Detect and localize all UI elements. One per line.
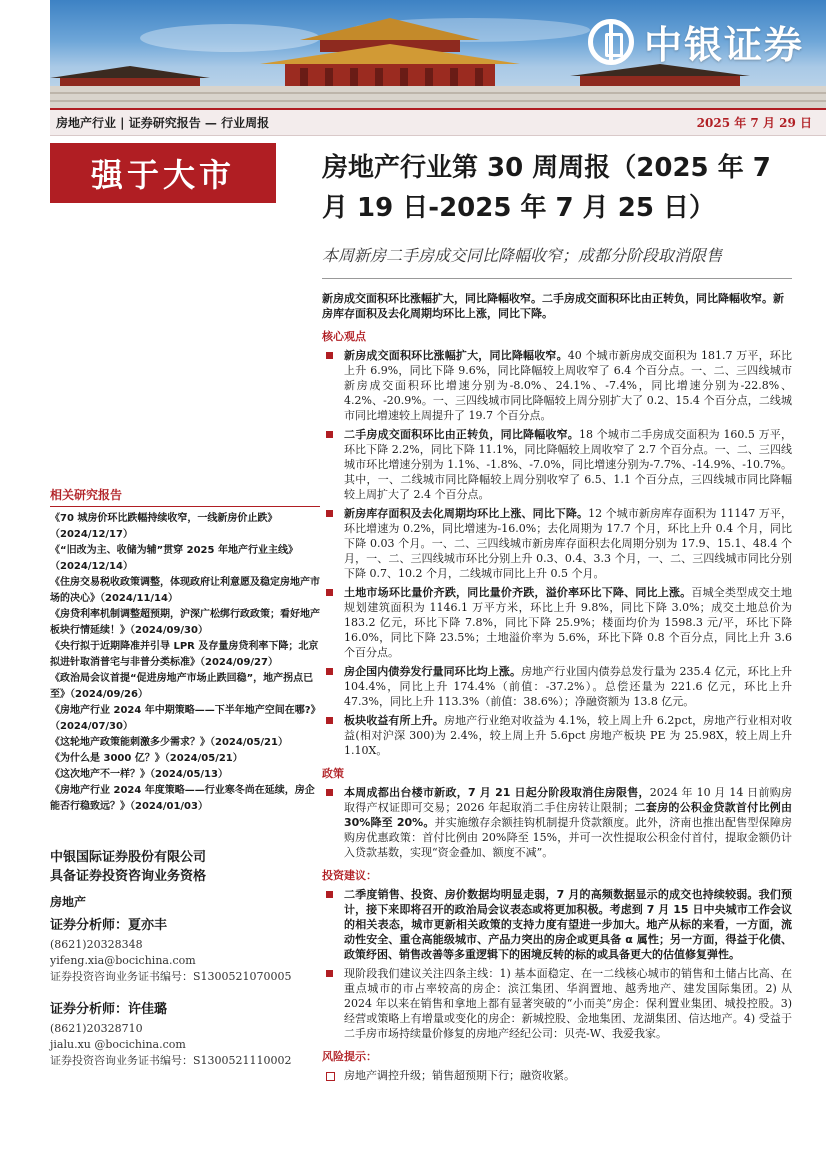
company-name: 中银国际证券股份有限公司 [50,850,207,865]
analyst-name: 证券分析师：许佳璐 [50,1002,168,1017]
company-info [50,848,320,886]
summary-intro: 新房成交面积环比涨幅扩大，同比降幅收窄。二手房成交面积环比由正转负，同比降幅收窄。新房库存面积及去化周期均环比上涨，同比下降。 [322,292,784,320]
core-point: 房企国内债券发行量同环比均上涨。房地产行业国内债券总发行量为 235.4 亿元，环比上升 104.4%，同比上升 174.4%（前值：-37.2%）。总偿还量为 221.6 亿元，环比上升 47.3%，同比上升 113.3%（前值：38.6%）；净融资额为 13.8 亿元。 [322,664,792,709]
report-title: 房地产行业第 30 周周报（2025 年 7 月 19 日-2025 年 7 月 25 日） [322,153,771,223]
brand-name: 中银证券 [643,23,804,67]
policy-point: 本周成都出台楼市新政，7 月 21 日起分阶段取消住房限售，2024 年 10 月 14 日前购房取得产权证即可交易；2026 年起取消二手住房转让限制；二套房的公积金贷款首付比例由 30%降至 20%。并实施缴存余额挂钩机制提升贷款额度。此外，济南也推出配售型保障房购房优惠政策：首付比例由 20%降至 15%，并可一次性提取公积金付首付，提取金额仍计入贷款基数，实现“资金叠加、额度不减”。 [322,785,792,860]
related-report-link[interactable]: 《“旧改为主、收储为辅”贯穿 2025 年地产行业主线》（2024/12/14） [50,545,298,572]
related-report-link[interactable]: 《70 城房价环比跌幅持续收窄，一线新房价止跌》（2024/12/17） [50,513,278,540]
analyst-email[interactable]: jialu.xu @bocichina.com [50,1038,186,1051]
related-report-link[interactable]: 《房贷利率机制调整超预期，沪深广松绑行政政策；看好地产板块行情延续！》（2024/09/30） [50,609,320,636]
related-report-link[interactable]: 《为什么是 3000 亿？》（2024/05/21） [50,753,243,764]
related-report-link[interactable]: 《这次地产不一样？》（2024/05/13） [50,769,228,780]
analyst-phone: (8621)20328710 [50,1022,143,1035]
analyst-cert: 证券投资咨询业务证书编号：S1300521070005 [50,970,292,983]
core-point: 新房成交面积环比涨幅扩大，同比降幅收窄。40 个城市新房成交面积为 181.7 万平，环比上升 6.9%，同比下降 9.6%，同比降幅较上周收窄了 6.4 个百分点。一、二、三四线城市新房成交面积环比增速分别为-8.0%、24.1%、-7.4%，同比增速分别为-22.8%、4.2%、-20.9%。一、三四线城市同比降幅较上周分别扩大了 0.2、15.4 个百分点，二线城市同比增速较上周提升了 19.7 个百分点。 [322,348,792,423]
analyst-name: 证券分析师：夏亦丰 [50,918,168,933]
analyst-cert: 证券投资咨询业务证书编号：S1300521110002 [50,1054,292,1067]
investment-point: 二季度销售、投资、房价数据均明显走弱，7 月的高频数据显示的成交也持续较弱。我们预计，接下来即将召开的政治局会议表态或将更加积极。考虑到 7 月 15 日中央城市工作会议的相关表态，城市更新相关政策的支持力度有望进一步加大。地产从标的来看，一方面，流动性安全、重仓高能级城市、产品力突出的房企或更具备 α 属性；另一方面，得益于化债、政策纾困、销售改善等多重逻辑下的困境反转的标的或具备更大的估值修复弹性。 [322,887,792,962]
investment-point: 现阶段我们建议关注四条主线：1) 基本面稳定、在一二线核心城市的销售和土储占比高、在重点城市的市占率较高的房企：滨江集团、华润置地、越秀地产、建发国际集团。2) 从 2024 年以来在销售和拿地上都有显著突破的“小而美”房企：保利置业集团、城投控股。3) 经营或策略上有增量或变化的房企：新城控股、金地集团、龙湖集团、信达地产。4) 受益于二手房市场持续量价修复的房地产经纪公司：贝壳-W、我爱我家。 [322,966,792,1041]
report-subtitle: 本周新房二手房成交同比降幅收窄；成都分阶段取消限售 [322,246,723,265]
core-point: 新房库存面积及去化周期均环比上涨、同比下降。12 个城市新房库存面积为 11147 万平，环比增速为 0.2%，同比增速为-16.0%；去化周期为 17.7 个月，环比上升 0.4 个月，同比下降 0.03 个月。一、二、三四线城市新房库存面积去化周期分别为 17.9、15.1、48.4 个月，一、二、三四线城市环比分别上升 0.3、0.4、3.3 个月，一、二、三四线城市同比分别下降 0.7、10.2 个月，二线城市同比上升 0.5 个月。 [322,506,792,581]
analyst-card [50,918,320,985]
category-bar [50,108,826,136]
report-date: 2025 年 7 月 29 日 [696,116,812,130]
core-heading: 核心观点 [322,330,366,343]
policy-heading: 政策 [322,767,344,780]
report-category: 房地产行业 | 证券研究报告 — 行业周报 [56,116,270,130]
analyst-phone: (8621)20328348 [50,938,143,951]
related-report-link[interactable]: 《央行拟于近期降准并引导 LPR 及存量房贷利率下降；北京拟进针取消普宅与非普分类标准》（2024/09/27） [50,641,319,668]
related-report-link[interactable]: 《这轮地产政策能刺激多少需求？》（2024/05/21） [50,737,288,748]
related-report-link[interactable]: 《房地产行业 2024 年度策略——行业寒冬尚在延续，房企能否行稳致远？》（2024/01/03） [50,785,315,812]
rating-badge: 强于大市 [50,143,276,203]
related-heading: 相关研究报告 [50,486,320,507]
analyst-card [50,1002,320,1069]
header-banner [50,0,826,108]
boc-logo-icon [588,19,634,65]
analyst-email[interactable]: yifeng.xia@bocichina.com [50,954,196,967]
risk-heading: 风险提示： [322,1050,377,1063]
investment-heading: 投资建议： [322,869,377,882]
report-body [322,291,792,1087]
title-divider [322,278,792,279]
core-point: 二手房成交面积环比由正转负，同比降幅收窄。18 个城市二手房成交面积为 160.5 万平，环比下降 2.2%，同比下降 11.1%，同比降幅较上周收窄了 2.7 个百分点。一、二、三四线城市环比增速分别为 1.1%、-1.8%、-7.0%，同比增速分别为-7.7%、-14.9%、-10.7%。其中，一、二线城市同比降幅较上周分别收窄了 6.5、1.1 个百分点，三四线城市同比降幅较上周扩大了 2.4 个百分点。 [322,427,792,502]
risk-point: 房地产调控升级；销售超预期下行；融资收紧。 [322,1068,792,1083]
brand-logo [588,14,804,69]
core-point: 板块收益有所上升。房地产行业绝对收益为 4.1%，较上周上升 6.2pct，房地产行业相对收益(相对沪深 300)为 2.4%，较上周上升 5.6pct 房地产板块 PE 为 25.98X，较上周上升 1.10X。 [322,713,792,758]
core-point: 土地市场环比量价齐跌，同比量价齐跌，溢价率环比下降、同比上涨。百城全类型成交土地规划建筑面积为 1146.1 万平方米，环比上升 9.8%，同比下降 3.0%；成交土地总价为 183.2 亿元，环比下降 7.8%，同比下降 25.9%；楼面均价为 1598.3 元/平，环比下降 16.0%，同比下降 23.5%；土地溢价率为 5.6%，环比下降 0.8 个百分点，同比上升 3.6 个百分点。 [322,585,792,660]
company-qualification: 具备证券投资咨询业务资格 [50,869,207,884]
sector-label: 房地产 [50,895,87,909]
related-reports [50,486,320,815]
related-report-link[interactable]: 《政治局会议首提“促进房地产市场止跌回稳”，地产拐点已至》（2024/09/26） [50,673,314,700]
related-report-link[interactable]: 《房地产行业 2024 年中期策略——下半年地产空间在哪?》（2024/07/30） [50,705,316,732]
related-report-link[interactable]: 《住房交易税收政策调整，体现政府让利意愿及稳定房地产市场的决心》（2024/11/14） [50,577,320,604]
